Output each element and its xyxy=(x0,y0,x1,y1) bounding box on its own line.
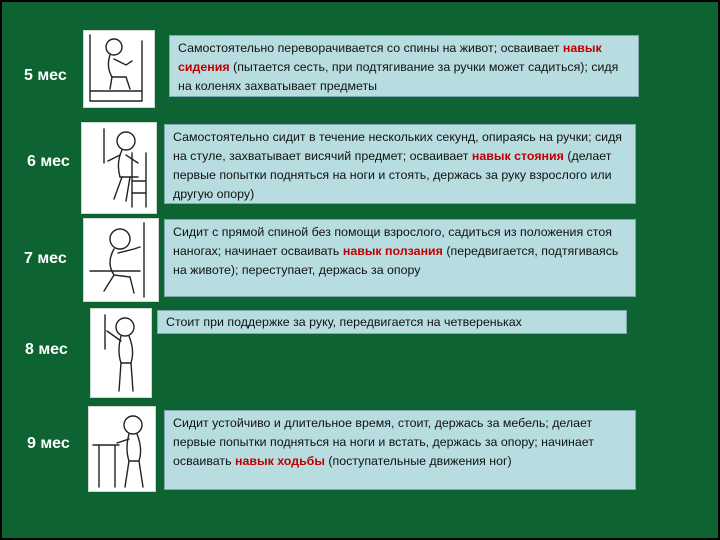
age-label: 5 мес xyxy=(24,67,67,84)
description-text-continued: (передвигается, подтягиваясь на животе); переступает, держась за опору xyxy=(173,244,619,277)
description-text: Сидит с прямой спиной без помощи взрослого, садиться из положения стоя наногах; начинает осваивать xyxy=(173,225,612,258)
description-text-continued: (пытается сесть, при подтягивание за ручки может садиться); сидя на коленях захватывает предметы xyxy=(178,60,619,93)
description-text: Стоит при поддержке за руку, передвигается на четвереньках xyxy=(166,315,522,329)
infant-crawling-icon xyxy=(83,218,159,302)
skill-highlight: навык стояния xyxy=(471,149,564,163)
skill-highlight: навык ползания xyxy=(342,244,443,258)
milestone-description xyxy=(164,410,636,490)
age-label: 6 мес xyxy=(27,153,70,170)
infant-sitting-icon xyxy=(83,30,155,108)
description-text-continued: (поступательные движения ног) xyxy=(328,454,512,468)
infant-walking-icon xyxy=(88,406,156,492)
description-text-continued: (делает первые попытки подняться на ноги и стоять, держась за руку взрослого или другую опору) xyxy=(173,149,612,201)
milestone-description xyxy=(169,35,639,97)
description-text: Сидит устойчиво и длительное время, стоит, держась за мебель; делает первые попытки подняться на ноги и встать, держась за опору; начинает осваивать xyxy=(173,416,594,468)
infant-standing-icon xyxy=(90,308,152,398)
slide xyxy=(2,2,718,538)
milestone-description xyxy=(157,310,627,334)
description-text: Самостоятельно сидит в течение нескольких секунд, опираясь на ручки; сидя на стуле, захватывает висячий предмет; осваивает xyxy=(173,130,623,163)
infant-chair-icon xyxy=(81,122,157,214)
skill-highlight: навык сидения xyxy=(178,41,602,74)
milestone-description xyxy=(164,219,636,297)
milestone-description xyxy=(164,124,636,204)
age-label: 9 мес xyxy=(27,435,70,452)
age-label: 8 мес xyxy=(25,341,68,358)
age-label: 7 мес xyxy=(24,250,67,267)
skill-highlight: навык ходьбы xyxy=(235,454,325,468)
description-text: Самостоятельно переворачивается со спины на живот; осваивает xyxy=(178,41,560,55)
